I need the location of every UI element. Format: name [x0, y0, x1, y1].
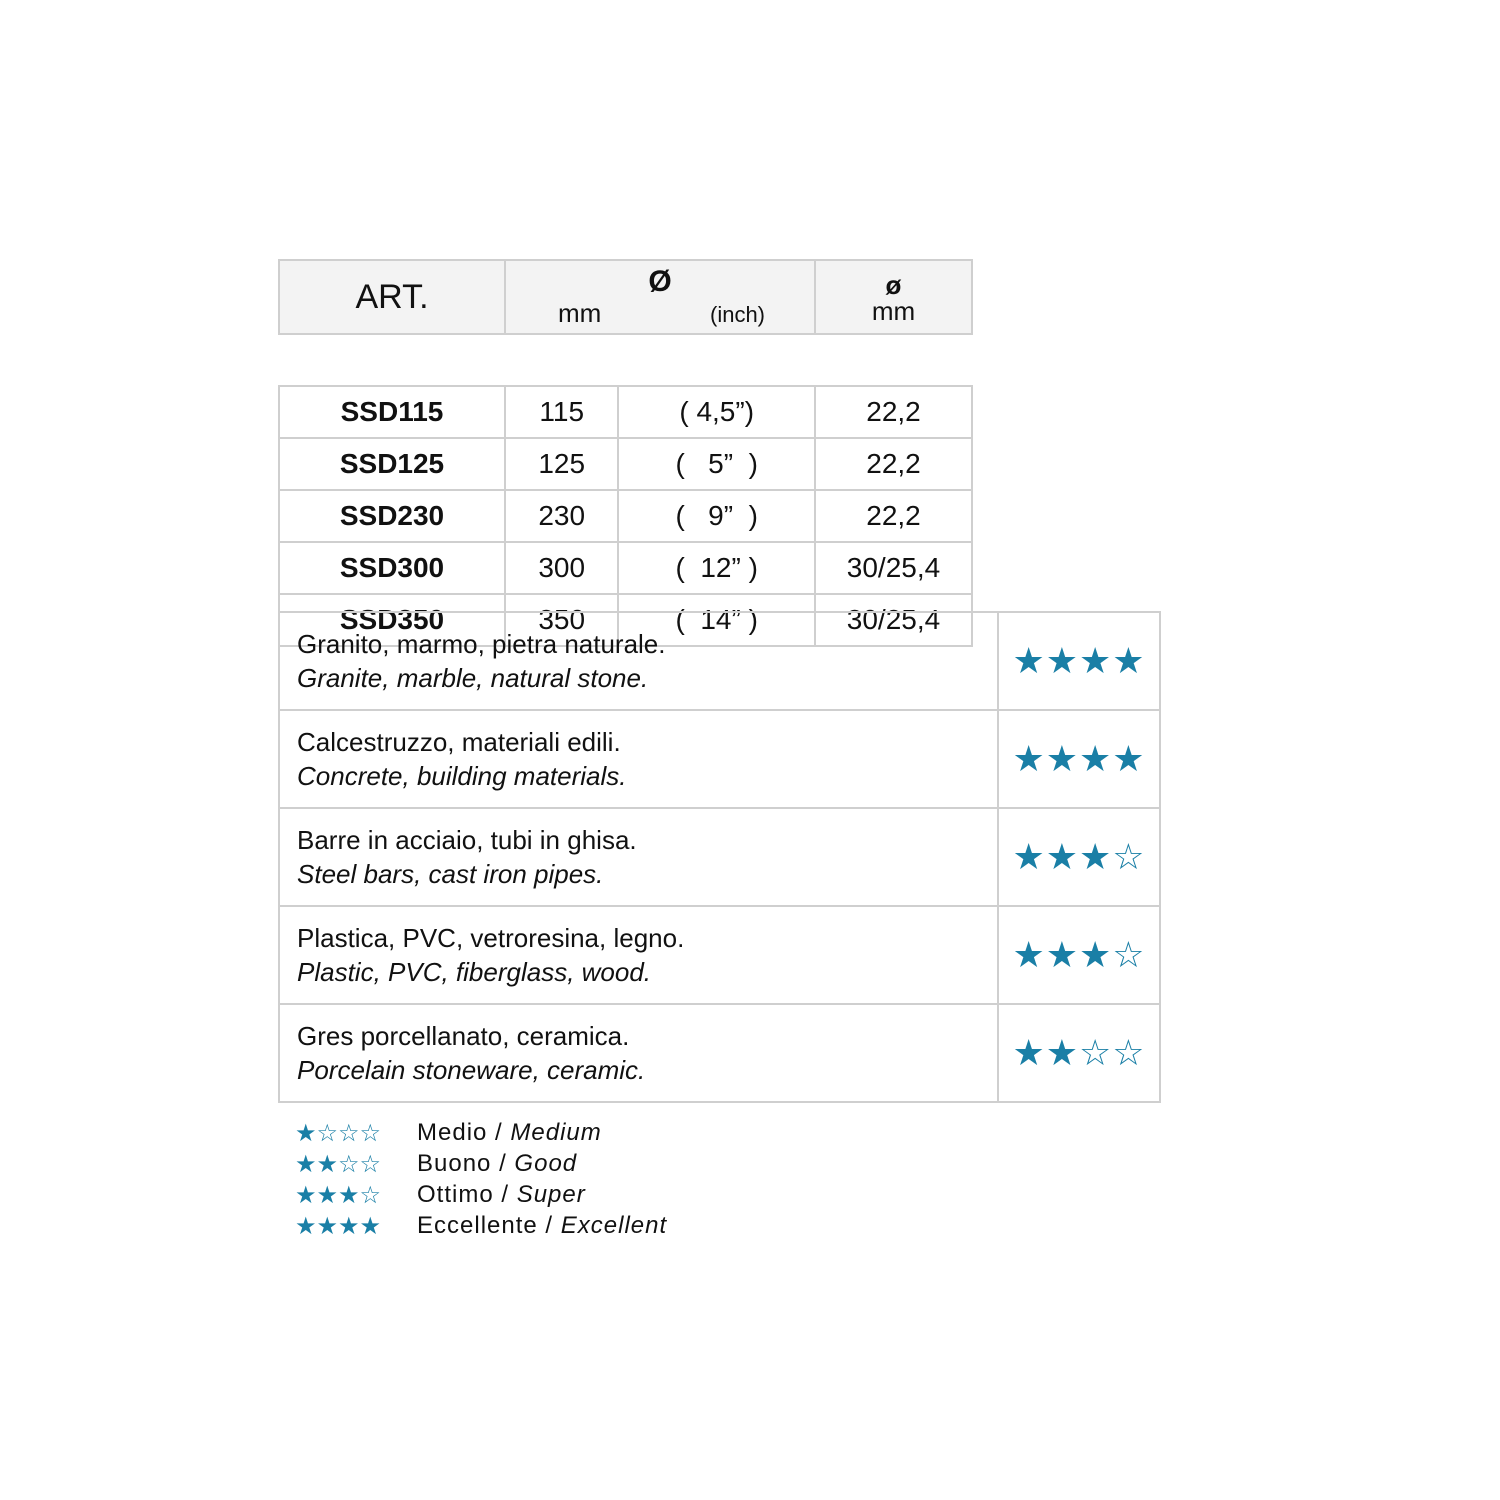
legend-star-icon: ★★☆☆ [295, 1149, 382, 1178]
bore-symbol: ø [885, 270, 902, 300]
material-name-en: Granite, marble, natural stone. [297, 663, 649, 693]
legend-item [295, 1179, 667, 1210]
header-bore-mm: mm [871, 296, 916, 326]
material-name-it: Barre in acciaio, tubi in ghisa. [297, 825, 637, 855]
bore-mm: 22,2 [815, 490, 972, 542]
star-rating-icon: ★★★☆ [1012, 934, 1146, 976]
legend-label: Medio / Medium [417, 1118, 602, 1146]
bore-mm: 30/25,4 [815, 542, 972, 594]
diameter-mm: 125 [505, 438, 618, 490]
spec-table [278, 259, 973, 647]
material-name-en: Steel bars, cast iron pipes. [297, 859, 604, 889]
material-row [279, 808, 1160, 906]
diameter-symbol: Ø [648, 265, 672, 298]
legend-star-icon: ★☆☆☆ [295, 1118, 382, 1147]
table-row [279, 386, 972, 438]
header-article: ART. [279, 260, 505, 334]
material-rating [998, 612, 1160, 710]
bore-mm: 22,2 [815, 386, 972, 438]
legend-item [295, 1210, 667, 1241]
legend-item [295, 1148, 667, 1179]
material-row [279, 906, 1160, 1004]
header-diameter [505, 260, 815, 334]
material-rating [998, 906, 1160, 1004]
table-row [279, 438, 972, 490]
rating-legend [295, 1117, 667, 1241]
table-row [279, 490, 972, 542]
header-diameter-inch: (inch) [710, 302, 766, 327]
spec-header-row [279, 260, 972, 334]
material-description [279, 612, 998, 710]
article-code: SSD125 [279, 438, 505, 490]
material-description [279, 906, 998, 1004]
diameter-inch: ( 5” ) [618, 438, 815, 490]
bore-mm: 22,2 [815, 438, 972, 490]
material-name-en: Plastic, PVC, fiberglass, wood. [297, 957, 652, 987]
star-rating-icon: ★★★★ [1012, 640, 1146, 682]
diameter-inch: ( 9” ) [618, 490, 815, 542]
material-description [279, 808, 998, 906]
material-rating [998, 808, 1160, 906]
diameter-mm: 350 [505, 594, 618, 646]
legend-label: Ottimo / Super [417, 1180, 586, 1208]
material-row [279, 1004, 1160, 1102]
star-rating-icon: ★★☆☆ [1012, 1032, 1146, 1074]
bore-mm: 30/25,4 [815, 594, 972, 646]
materials-table [278, 611, 1161, 1103]
material-name-it: Gres porcellanato, ceramica. [297, 1021, 630, 1051]
diameter-mm: 300 [505, 542, 618, 594]
diameter-mm: 230 [505, 490, 618, 542]
material-name-it: Plastica, PVC, vetroresina, legno. [297, 923, 685, 953]
diameter-inch: ( 14” ) [618, 594, 815, 646]
material-name-en: Concrete, building materials. [297, 761, 627, 791]
diameter-mm: 115 [505, 386, 618, 438]
header-diameter-mm: mm [558, 298, 602, 328]
material-rating [998, 1004, 1160, 1102]
material-rating [998, 710, 1160, 808]
diameter-inch: ( 4,5”) [618, 386, 815, 438]
article-code: SSD115 [279, 386, 505, 438]
article-code: SSD350 [279, 594, 505, 646]
star-rating-icon: ★★★☆ [1012, 836, 1146, 878]
diameter-inch: ( 12” ) [618, 542, 815, 594]
legend-star-icon: ★★★★ [295, 1211, 382, 1240]
legend-star-icon: ★★★☆ [295, 1180, 382, 1209]
material-description [279, 1004, 998, 1102]
legend-item [295, 1117, 667, 1148]
header-bore [815, 260, 972, 334]
material-name-it: Granito, marmo, pietra naturale. [297, 629, 666, 659]
article-code: SSD300 [279, 542, 505, 594]
material-name-it: Calcestruzzo, materiali edili. [297, 727, 621, 757]
material-description [279, 710, 998, 808]
material-row [279, 612, 1160, 710]
star-rating-icon: ★★★★ [1012, 738, 1146, 780]
table-row [279, 542, 972, 594]
material-row [279, 710, 1160, 808]
legend-label: Eccellente / Excellent [417, 1211, 668, 1239]
legend-label: Buono / Good [417, 1149, 578, 1177]
article-code: SSD230 [279, 490, 505, 542]
material-name-en: Porcelain stoneware, ceramic. [297, 1055, 646, 1085]
